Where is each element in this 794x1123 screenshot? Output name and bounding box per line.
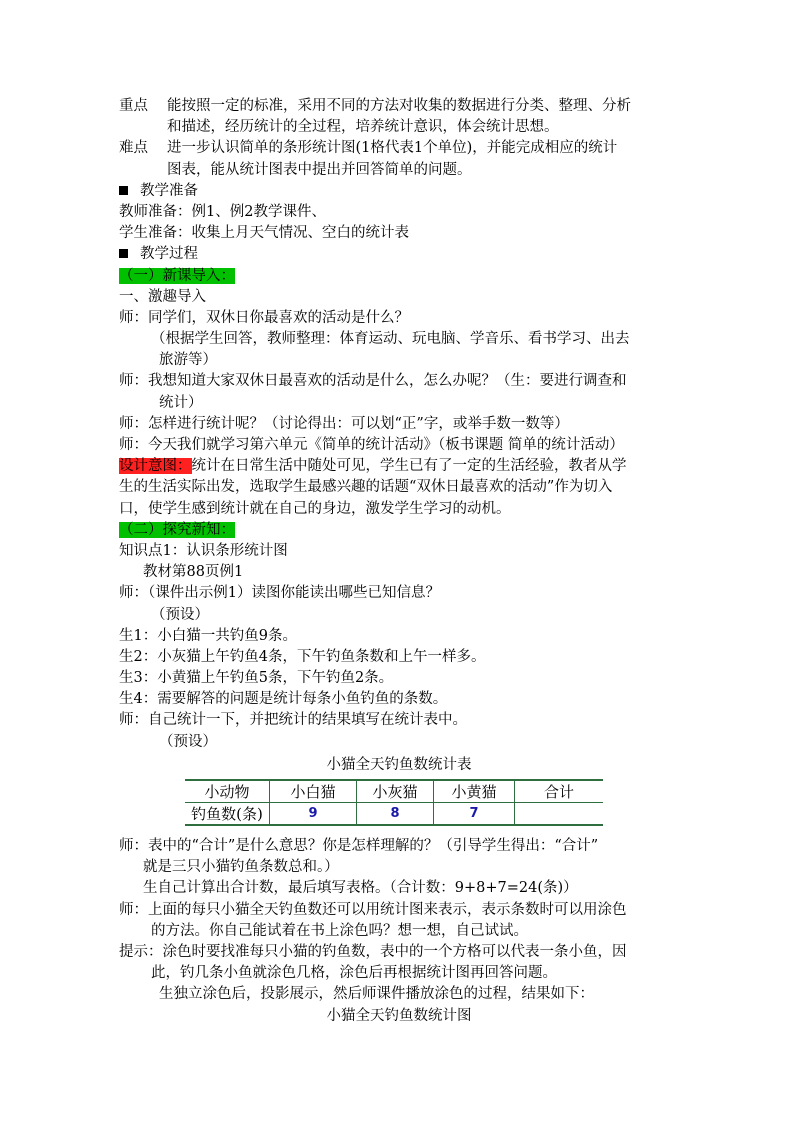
table-header-cell: 小动物 [185,780,270,803]
table-header-row [185,780,603,803]
highlighted-heading: （一）新课导入： [119,267,235,284]
design-intent-label: 设计意图： [119,458,192,475]
paragraph-line: 生4：需要解答的问题是统计每条小鱼钓鱼的条数。 [119,691,448,708]
table-cell: 9 [270,803,357,826]
paragraph-line: 生2：小灰猫上午钓鱼4条，下午钓鱼条数和上午一样多。 [119,648,486,665]
paragraph-line: 师：今天我们就学习第六单元《简单的统计活动》（板书课题 简单的统计活动） [119,437,624,453]
teacher-prep: 教师准备：例1、例2教学课件、 [119,203,326,220]
square-bullet-icon [119,186,128,195]
paragraph-line: 师：怎样进行统计呢？（讨论得出：可以划“正”字，或举手数一数等） [119,415,569,432]
table-title: 小猫全天钓鱼数统计表 [326,756,472,773]
paragraph-line: 师：表中的“合计”是什么意思？你是怎样理解的？（引导学生得出：“合计” [119,838,599,854]
subsection-intro [119,266,679,287]
document-page [119,96,679,1027]
section-heading-prep [119,181,679,202]
paragraph-line: 生3：小黄猫上午钓鱼5条，下午钓鱼2条。 [119,670,394,687]
chart-title: 小猫全天钓鱼数统计图 [326,1007,472,1024]
design-intent-text: 统计在日常生活中随处可见，学生已有了一定的生活经验，教者从学 [191,458,627,475]
paragraph-line: 此，钓几条小鱼就涂色几格，涂色后再根据统计图再回答问题。 [151,965,557,982]
paragraph-line: （预设） [159,733,217,750]
table-row-label: 钓鱼数(条) [185,803,270,826]
key-point-text-cont: 和描述，经历统计的全过程，培养统计意识，体会统计思想。 [167,119,559,136]
table-cell [515,803,604,826]
paragraph-line: 一、激趣导入 [119,288,206,305]
paragraph-line: 生1：小白猫一共钓鱼9条。 [119,627,297,644]
paragraph-line: 生独立涂色后，投影展示，然后师课件播放涂色的过程，结果如下： [159,986,594,1003]
difficulty-label: 难点 [119,140,148,157]
paragraph-line: 师：同学们，双休日你最喜欢的活动是什么？ [119,309,409,326]
section-heading-text: 教学过程 [140,246,198,263]
paragraph-line: 师：上面的每只小猫全天钓鱼数还可以用统计图来表示，表示条数时可以用涂色 [119,901,627,918]
paragraph-line: 的方法。你自己能试着在书上涂色吗？想一想，自己试试。 [151,922,528,939]
highlighted-heading: （二）探究新知： [119,521,235,538]
section-heading-text: 教学准备 [140,182,198,199]
paragraph-line: 生自己计算出合计数，最后填写表格。（合计数：9+8+7=24(条)） [143,880,578,897]
table-header-cell: 小白猫 [270,780,357,803]
table-cell: 8 [357,803,434,826]
student-prep: 学生准备：收集上月天气情况、空白的统计表 [119,225,409,242]
paragraph-line: 知识点1：认识条形统计图 [119,542,288,559]
paragraph-line: 旅游等） [159,352,217,369]
subsection-explore [119,520,679,541]
paragraph-line: 提示：涂色时要找准每只小猫的钓鱼数，表中的一个方格可以代表一条小鱼，因 [119,943,627,960]
paragraph-line: 就是三只小猫钓鱼条数总和。） [143,859,339,876]
table-header-cell: 小黄猫 [434,780,515,803]
paragraph-line: 师：我想知道大家双休日最喜欢的活动是什么，怎么办呢？（生：要进行调查和 [119,373,627,390]
paragraph-line: 师：（课件出示例1）读图你能读出哪些已知信息？ [119,585,440,602]
table-cell: 7 [434,803,515,826]
paragraph-line: （预设） [151,606,209,623]
paragraph-line: 师：自己统计一下，并把统计的结果填写在统计表中。 [119,712,467,729]
table-header-cell: 小灰猫 [357,780,434,803]
key-point-line [119,96,679,117]
paragraph-line: 生的生活实际出发，选取学生最感兴趣的话题“双休日最喜欢的活动”作为切入 [119,479,613,496]
key-point-text: 能按照一定的标准，采用不同的方法对收集的数据进行分类、整理、分析 [167,98,631,114]
square-bullet-icon [119,249,128,258]
table-header-cell: 合计 [515,780,604,803]
difficulty-text-cont: 图表，能从统计图表中提出并回答简单的问题。 [167,161,472,178]
section-heading-process [119,244,679,265]
paragraph-line: 口，使学生感到统计就在自己的身边，激发学生学习的动机。 [119,500,511,517]
paragraph-line: （根据学生回答，教师整理：体育运动、玩电脑、学音乐、看书学习、出去 [151,331,630,348]
design-intent-line [119,456,679,477]
difficulty-text: 进一步认识简单的条形统计图(1格代表1个单位)，并能完成相应的统计 [167,140,618,157]
table-row [185,803,603,826]
difficulty-line [119,138,679,159]
paragraph-line: 教材第88页例1 [143,564,244,581]
paragraph-line: 统计） [159,394,203,411]
key-point-label: 重点 [119,98,148,114]
fishing-stats-table [185,779,603,826]
